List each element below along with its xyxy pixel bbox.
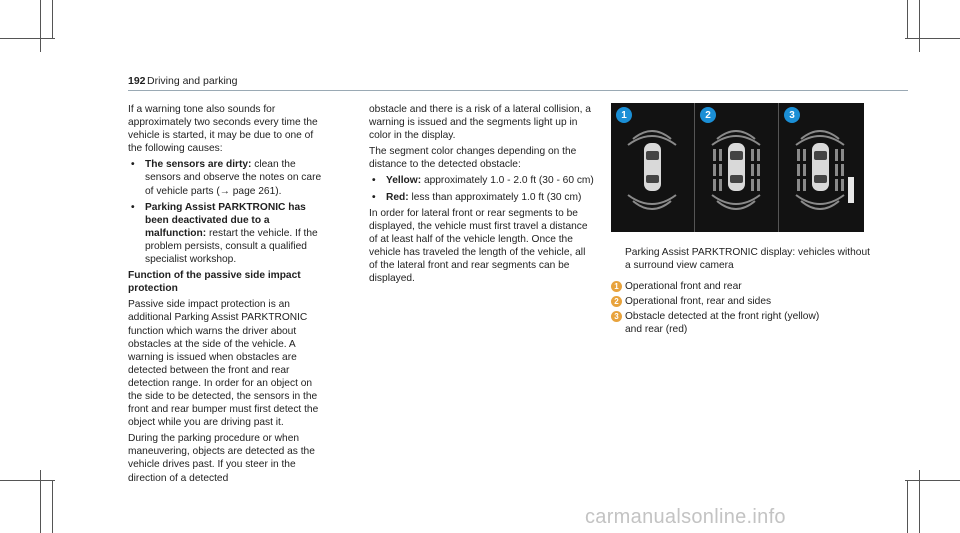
color-bullet	[369, 191, 595, 204]
color-bullet	[369, 174, 595, 187]
crop-mark	[40, 470, 41, 533]
color-name: Red:	[386, 191, 409, 203]
maneuver-paragraph: During the parking procedure or when maneuvering, objects are detected as the vehicle drives past. If you steer in the direction of a detected	[128, 433, 315, 484]
section-title: Driving and parking	[147, 75, 238, 87]
legend-item	[611, 310, 861, 338]
crop-mark	[905, 38, 960, 39]
bullet-dot: •	[372, 191, 376, 203]
cause-text: clean the sensors and observe the notes on care of vehicle parts (→ page 261).	[145, 159, 322, 197]
figure-marker: 1	[616, 107, 632, 123]
crop-mark	[907, 480, 908, 533]
segment-color-paragraph: The segment color changes depending on the distance to the detected obstacle:	[369, 146, 577, 171]
cause-title: Parking Assist PARKTRONIC has been deactivated due to a malfunction:	[145, 201, 306, 239]
color-range: less than approximately 1.0 ft (30 cm)	[408, 191, 582, 203]
crop-mark	[905, 480, 960, 481]
left-column	[128, 103, 328, 488]
cause-bullet	[128, 158, 328, 197]
crop-mark	[919, 0, 920, 52]
bullet-dot: •	[131, 201, 135, 213]
header-rule	[128, 90, 908, 91]
crop-mark	[907, 0, 908, 38]
subheading: Function of the passive side impact protection	[128, 270, 301, 295]
collision-paragraph: obstacle and there is a risk of a lateral collision, a warning is issued and the segments light up in color in the display.	[369, 104, 591, 142]
legend-marker: 2	[611, 296, 622, 307]
display-panel-1	[611, 103, 695, 232]
page-number: 192	[128, 75, 146, 87]
parktronic-display-figure	[611, 103, 864, 232]
lateral-segments-paragraph: In order for lateral front or rear segments to be displayed, the vehicle must first travel a distance of at least half of the vehicle length. Once the vehicle has traveled the length of the vehicle, all of the lateral front and rear segments can be displayed.	[369, 207, 588, 285]
bullet-dot: •	[131, 159, 135, 171]
car-icon	[695, 103, 778, 232]
color-range: approximately 1.0 - 2.0 ft (30 - 60 cm)	[421, 175, 594, 187]
legend-text: Operational front, rear and sides	[625, 296, 772, 307]
figure-marker: 2	[700, 107, 716, 123]
legend-text: Operational front and rear	[625, 281, 742, 292]
middle-column	[369, 103, 595, 288]
display-panel-2	[695, 103, 779, 232]
cause-text: restart the vehicle. If the problem persists, consult a qualified specialist workshop.	[145, 227, 318, 266]
display-panel-3	[779, 103, 864, 232]
crop-mark	[0, 480, 55, 481]
crop-mark	[40, 0, 41, 52]
intro-paragraph: If a warning tone also sounds for approximately two seconds every time the vehicle is started, it may be due to one of the following causes:	[128, 104, 318, 155]
legend-item	[611, 280, 861, 294]
function-paragraph: Passive side impact protection is an additional Parking Assist PARKTRONIC function which warns the driver about obstacles at the side of the vehicle. A warning is issued when obstacles are detected between the front and rear detection range. In order for an object on the side to be detected, the sensors in the front and rear bumper must first detect the object while you are driving past it.	[128, 299, 319, 429]
cause-title: The sensors are dirty:	[145, 159, 252, 171]
bullet-dot: •	[372, 175, 376, 187]
crop-mark	[52, 0, 53, 38]
legend-text: Obstacle detected at the front right (yellow) and rear (red)	[625, 311, 820, 336]
legend-marker: 1	[611, 281, 622, 292]
car-icon	[611, 103, 694, 232]
figure-marker: 3	[784, 107, 800, 123]
cause-bullet	[128, 201, 328, 266]
figure-caption: Parking Assist PARKTRONIC display: vehicles without a surround view camera	[625, 247, 870, 272]
watermark: carmanualsonline.info	[585, 506, 786, 528]
legend-marker: 3	[611, 311, 622, 322]
crop-mark	[919, 470, 920, 533]
color-name: Yellow:	[386, 175, 422, 187]
legend-item	[611, 295, 861, 309]
crop-mark	[0, 38, 55, 39]
car-icon	[779, 103, 864, 232]
crop-mark	[52, 480, 53, 533]
